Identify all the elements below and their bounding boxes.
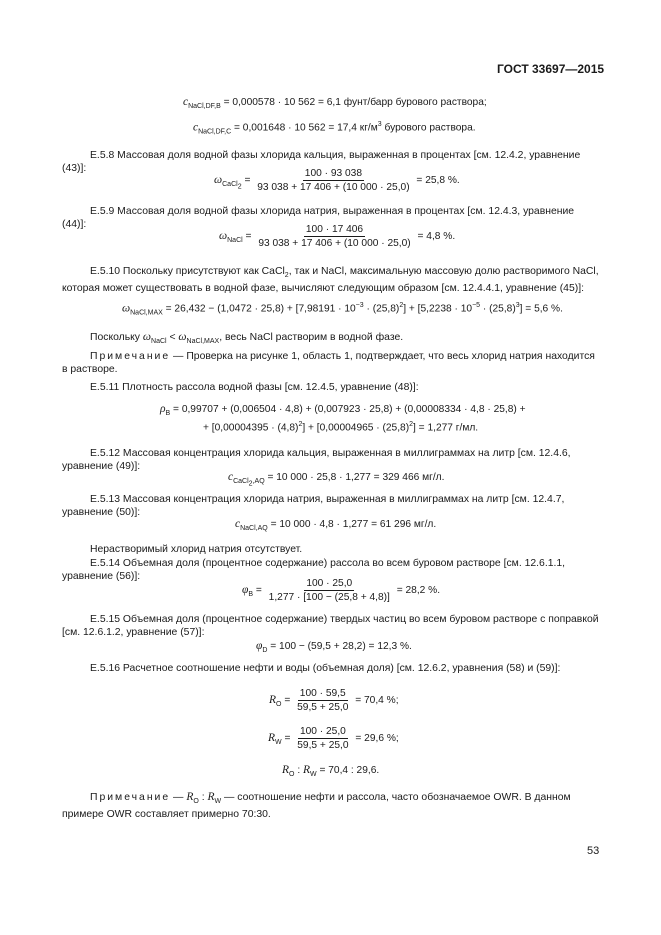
- eq-symbol: ω: [122, 302, 131, 315]
- eq-symbol: R: [302, 764, 311, 776]
- equation-rho-b-line1: [160, 403, 526, 417]
- eq-subscript: NaCl,DF,B: [188, 103, 221, 111]
- paragraph-text: E.5.10 Поскольку присутствуют как CaCl: [90, 266, 285, 277]
- equation-omega-cacl2: $\omega_{CaCl_2}$ = $\frac{100 \cdot 93 038}{93 038 + 17 406 + (10 000 \cdot 25,0)}$ = 25,8 %.: [214, 168, 460, 193]
- numerator: 100 · 17 406: [305, 224, 364, 235]
- note-2: [62, 791, 600, 821]
- denominator: 59,5 + 25,0: [297, 740, 349, 751]
- paragraph-since: [62, 331, 600, 348]
- fraction: [267, 578, 392, 603]
- eq-part: ] + [0,00004965 · (25,8): [302, 422, 410, 434]
- eq-result: = 4,8 %.: [414, 231, 456, 243]
- paragraph-e5-8: E.5.8 Массовая доля водной фазы хлорида кальция, выраженная в процентах [см. 12.4.2, уравнение (43)]:: [62, 150, 581, 174]
- eq-subscript: W: [310, 771, 317, 779]
- eq-part: = 26,432 − (1,0472 · 25,8) + [7,98191 · 10: [162, 303, 356, 315]
- eq-symbol: R: [269, 694, 277, 707]
- equation-rho-b-line2: [203, 421, 478, 433]
- paragraph-e5-13: E.5.13 Массовая концентрация хлорида натрия, выраженная в миллиграммах на литр [см. 12.4.7, уравнение (50)]:: [62, 494, 565, 518]
- eq-subscript: NaCl,DF,C: [198, 128, 232, 136]
- eq-symbol: φ: [242, 584, 249, 597]
- paragraph-insoluble: Нерастворимый хлорид натрия отсутствует.: [90, 544, 303, 555]
- eq-exponent: 2: [409, 421, 414, 428]
- eq-expression: = 0,000578 · 10 562 = 6,1 фунт/барр бурового раствора;: [220, 97, 487, 108]
- eq-expression-tail: бурового раствора.: [381, 122, 476, 134]
- eq-subscript: NaCl,MAX: [186, 338, 220, 346]
- paragraph-text-tail: , весь NaCl растворим в водной фазе.: [219, 332, 404, 343]
- eq-operator: :: [198, 792, 208, 803]
- eq-subscript: O: [289, 771, 295, 779]
- paragraph-e5-11: E.5.11 Плотность рассола водной фазы [см. 12.4.5, уравнение (48)]:: [90, 382, 419, 393]
- eq-symbol: ω: [219, 230, 228, 243]
- denominator: 93 038 + 17 406 + (10 000 · 25,0): [258, 238, 411, 249]
- eq-expression: = 100 − (59,5 + 28,2) = 12,3 %.: [267, 641, 412, 652]
- eq-subscript: NaCl,AQ: [240, 525, 268, 533]
- note-label: Примечание: [90, 792, 171, 803]
- document-number: ГОСТ 33697—2015: [497, 62, 605, 76]
- eq-symbol: R: [268, 732, 276, 745]
- paragraph-e5-14: E.5.14 Объемная доля (процентное содержание) рассола во всем буровом растворе [см. 12.6.1.1, уравнение (56)]:: [62, 558, 566, 582]
- note-text: — Проверка на рисунке 1, область 1, подтверждает, что весь хлорид натрия находится в растворе.: [62, 351, 595, 375]
- eq-exponent: 2: [399, 302, 404, 309]
- eq-exponent: 3: [377, 121, 382, 128]
- equation-c-nacl-aq: [235, 518, 436, 532]
- equation-omega-nacl-max: [122, 302, 563, 316]
- eq-subscript: O: [276, 701, 282, 709]
- eq-expression: = 10 000 · 25,8 · 1,277 = 329 466 мг/л.: [264, 472, 445, 483]
- eq-subscript: W: [214, 798, 222, 806]
- denominator: 59,5 + 25,0: [297, 702, 349, 713]
- eq-symbol: c: [235, 518, 241, 530]
- eq-part: ] = 5,6 %.: [519, 303, 563, 315]
- paragraph-text-tail: , так и NaCl, максимальную массовую долю растворимого NaCl, которая может существовать в водной фазе, вычисляют следующим образом [см. 12.4.4.1, уравнение (45)]:: [62, 266, 599, 295]
- page-number: 53: [587, 845, 600, 857]
- denominator: 93 038 + 17 406 + (10 000 · 25,0): [257, 182, 410, 193]
- eq-result: = 28,2 %.: [393, 585, 441, 597]
- eq-subscript-2: 2: [248, 480, 253, 488]
- eq-part: + [0,00004395 · (4,8): [203, 422, 299, 434]
- eq-subscript-3: ,AQ: [252, 478, 265, 486]
- paragraph-text: Поскольку: [90, 332, 143, 343]
- eq-symbol: R: [207, 791, 215, 803]
- equation-nacl-df-b: [183, 96, 487, 110]
- eq-subscript: NaCl: [151, 338, 167, 346]
- eq-subscript: CaCl: [233, 478, 249, 486]
- equation-r-w: $R_W$ = $\frac{100 \cdot 25,0}{59,5 + 25,0}$ = 29,6 %;: [268, 726, 399, 751]
- eq-subscript: W: [275, 739, 282, 747]
- paragraph-e5-15: E.5.15 Объемная доля (процентное содержание) твердых частиц во всем буровом растворе с поправкой [см. 12.6.1.2, уравнение (57)]:: [62, 614, 599, 638]
- eq-subscript-2: 2: [237, 183, 242, 191]
- fraction: [295, 726, 350, 751]
- eq-line: = 0,99707 + (0,006504 · 4,8) + (0,007923 · 25,8) + (0,00008334 · 4,8 · 25,8) +: [170, 404, 526, 415]
- numerator: 100 · 25,0: [299, 726, 346, 737]
- eq-result: = 29,6 %;: [352, 733, 399, 745]
- fraction: [255, 168, 411, 193]
- eq-expression: = 70,4 : 29,6.: [316, 765, 380, 776]
- eq-exponent: −5: [472, 302, 481, 309]
- numerator: 100 · 93 038: [304, 168, 363, 179]
- fraction: [295, 688, 350, 713]
- eq-subscript: O: [193, 798, 199, 806]
- eq-subscript: B: [165, 410, 171, 418]
- fraction: [256, 224, 412, 249]
- eq-exponent: 3: [515, 302, 520, 309]
- eq-part: ] + [5,2238 · 10: [403, 303, 473, 315]
- eq-expression: = 10 000 · 4,8 · 1,277 = 61 296 мг/л.: [267, 519, 437, 530]
- equation-phi-b: $\varphi_B$ = $\frac{100 \cdot 25,0}{1,277 \cdot [100 - (25,8 + 4,8)]}$ = 28,2 %.: [242, 578, 441, 603]
- eq-result: = 25,8 %.: [413, 175, 460, 187]
- eq-subscript: CaCl: [222, 181, 238, 189]
- eq-expression: = 0,001648 · 10 562 = 17,4 кг/м: [231, 122, 378, 134]
- eq-subscript: NaCl,MAX: [130, 309, 163, 317]
- eq-symbol: ω: [178, 331, 187, 343]
- eq-symbol: ω: [142, 331, 152, 343]
- subscript: 2: [284, 272, 289, 280]
- eq-subscript: B: [248, 591, 254, 599]
- eq-symbol: ω: [214, 174, 223, 187]
- eq-operator: <: [166, 332, 179, 343]
- equation-r-o: $R_O$ = $\frac{100 \cdot 59,5}{59,5 + 25,0}$ = 70,4 %;: [269, 688, 399, 713]
- eq-exponent: 2: [298, 421, 303, 428]
- note-dash: —: [170, 792, 187, 803]
- note-text: — соотношение нефти и рассола, часто обозначаемое OWR. В данном примере OWR составляет примерно 70:30.: [62, 792, 571, 821]
- eq-part: ] = 1,277 г/мл.: [413, 422, 479, 434]
- eq-symbol: R: [186, 791, 194, 803]
- numerator: 100 · 25,0: [306, 578, 353, 589]
- equation-omega-nacl: $\omega_{NaCl}$ = $\frac{100 \cdot 17 406}{93 038 + 17 406 + (10 000 \cdot 25,0)}$ = 4,8 %.: [219, 224, 456, 249]
- equation-c-cacl2-aq: [228, 471, 444, 487]
- eq-symbol: φ: [256, 640, 263, 652]
- eq-result: = 70,4 %;: [352, 695, 399, 707]
- eq-operator: :: [294, 765, 303, 776]
- paragraph-e5-9: E.5.9 Массовая доля водной фазы хлорида натрия, выраженная в процентах [см. 12.4.3, уравнение (44)]:: [62, 206, 575, 230]
- note-label: Примечание: [90, 351, 171, 362]
- denominator: 1,277 · [100 − (25,8 + 4,8)]: [268, 592, 390, 603]
- eq-symbol: R: [282, 764, 290, 776]
- equation-ratio: [282, 764, 379, 778]
- eq-part: · (25,8): [480, 303, 516, 315]
- eq-symbol: c: [193, 121, 199, 134]
- numerator: 100 · 59,5: [299, 688, 346, 699]
- eq-symbol: ρ: [160, 403, 166, 415]
- equation-nacl-df-c: [193, 121, 476, 135]
- eq-symbol: c: [228, 471, 234, 483]
- eq-symbol: c: [183, 96, 189, 108]
- paragraph-e5-12: E.5.12 Массовая концентрация хлорида кальция, выраженная в миллиграммах на литр [см. 12.4.6, уравнение (49)]:: [62, 448, 571, 472]
- paragraph-e5-10: [62, 265, 600, 295]
- equation-phi-d: [256, 640, 412, 654]
- paragraph-e5-16: E.5.16 Расчетное соотношение нефти и воды (объемная доля) [см. 12.6.2, уравнения (58) и (59)]:: [90, 663, 561, 674]
- note-1: [62, 350, 600, 376]
- eq-subscript: D: [262, 647, 268, 655]
- eq-exponent: −3: [355, 302, 364, 309]
- eq-subscript: NaCl: [227, 237, 243, 245]
- eq-part: · (25,8): [363, 303, 400, 315]
